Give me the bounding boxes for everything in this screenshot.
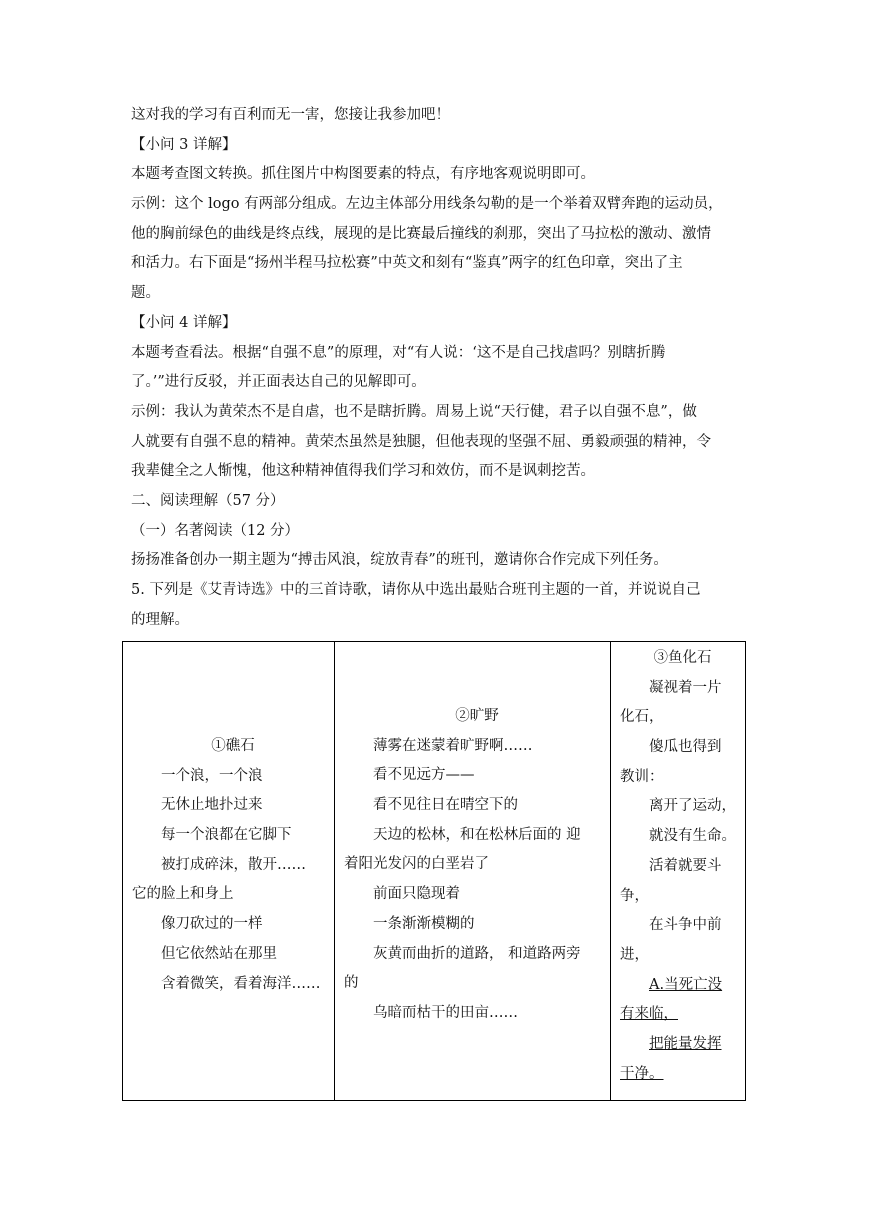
poem-line: 看不见往日在晴空下的 (373, 797, 518, 814)
poem-line: 的 (344, 975, 359, 992)
text-line: 扬扬准备创办一期主题为“搏击风浪，绽放青春”的班刊，邀请你合作完成下列任务。 (131, 552, 668, 569)
text-line: 这对我的学习有百利而无一害，您接让我参加吧！ (131, 107, 450, 123)
poem-cell-jiaoshi (123, 642, 335, 1101)
text-line: 示例：我认为黄荣杰不是自虐，也不是瞎折腾。周易上说“天行健，君子以自强不息”，做 (131, 403, 697, 420)
poem-line: 含着微笑，看着海洋…… (161, 975, 321, 992)
underlined-text: 有来临， (620, 1006, 678, 1023)
poem-line: 教训： (620, 768, 664, 785)
text-line: 了。’”进行反驳，并正面表达自己的见解即可。 (131, 374, 426, 391)
poem-line: 活着就要斗 (649, 857, 722, 874)
text-line: 和活力。右下面是“扬州半程马拉松赛”中英文和刻有“鉴真”两字的红色印章，突出了主 (131, 255, 683, 272)
subquestion-4-heading: 【小问 4 详解】 (131, 314, 237, 331)
answer-text-block (131, 101, 741, 635)
underlined-text: A.当死亡没 (649, 976, 723, 993)
underlined-text: 把能量发挥 (649, 1035, 722, 1052)
poem-line: 就没有生命。 (649, 828, 736, 845)
poem-table (122, 641, 746, 1101)
text-line: 本题考查图文转换。抓住图片中构图要素的特点，有序地客观说明即可。 (131, 166, 595, 183)
poem-title: ①礁石 (211, 738, 255, 754)
subsection-heading: （一）名著阅读（12 分） (131, 522, 300, 539)
poem-line: 乌暗而枯干的田亩…… (373, 1004, 518, 1021)
poem-line-underlined (620, 1000, 745, 1030)
poem-line: 看不见远方—— (373, 767, 475, 784)
poem-line: 它的脸上和身上 (132, 886, 234, 903)
poem-line: 天边的松林，和在松林后面的 迎 (373, 826, 581, 843)
text-line: 本题考查看法。根据“自强不息”的原理，对“有人说：‘这不是自己找虐吗？别瞎折腾 (131, 344, 666, 361)
text-line: 题。 (131, 285, 160, 302)
question-5-text: 5. 下列是《艾青诗选》中的三首诗歌，请你从中选出最贴合班刊主题的一首，并说说自己 (131, 582, 701, 598)
poem-title: ②旷野 (455, 708, 499, 724)
text-line: 示例：这个 logo 有两部分组成。左边主体部分用线条勾勒的是一个举着双臂奔跑的运动员， (131, 196, 723, 213)
underlined-text: 干净。 (620, 1065, 664, 1082)
poem-line: 薄雾在迷蒙着旷野啊…… (373, 737, 533, 754)
poem-line: 每一个浪都在它脚下 (161, 827, 292, 844)
poem-line: 着阳光发闪的白垩岩了 (344, 856, 489, 873)
poem-line: 一条渐渐模糊的 (373, 915, 475, 932)
text-line: 我辈健全之人惭愧，他这种精神值得我们学习和效仿，而不是讽刺挖苦。 (131, 463, 595, 480)
poem-line: 凝视着一片 (649, 679, 722, 696)
section-heading: 二、阅读理解（57 分） (131, 492, 285, 509)
poem-cell-yuhuashi (611, 642, 746, 1101)
poem-line: 像刀砍过的一样 (161, 916, 263, 933)
poem-line-underlined (620, 971, 745, 1001)
poem-line: 无休止地扑过来 (161, 797, 263, 814)
poem-line: 进， (620, 946, 649, 963)
poem-line-underlined (620, 1060, 745, 1090)
poem-cell-kuangye (335, 642, 611, 1101)
poem-line: 在斗争中前 (649, 917, 722, 934)
poem-line: 前面只隐现着 (373, 886, 460, 903)
poem-line: 被打成碎沫，散开…… (161, 856, 306, 873)
text-line: 他的胸前绿色的曲线是终点线，展现的是比赛最后撞线的刹那，突出了马拉松的激动、激情 (131, 225, 711, 242)
poem-title: ③鱼化石 (653, 650, 712, 666)
poem-line-underlined (620, 1030, 745, 1060)
poem-line: 一个浪，一个浪 (161, 767, 263, 784)
poem-line: 争， (620, 887, 649, 904)
text-line: 人就要有自强不息的精神。黄荣杰虽然是独腿，但他表现的坚强不屈、勇毅顽强的精神，令 (131, 433, 711, 450)
poem-line: 化石， (620, 709, 664, 726)
poem-line: 但它依然站在那里 (161, 945, 277, 962)
poem-line: 离开了运动， (649, 798, 736, 815)
subquestion-3-heading: 【小问 3 详解】 (131, 136, 237, 153)
poem-line: 灰黄而曲折的道路， 和道路两旁 (373, 945, 581, 962)
question-5-text: 的理解。 (131, 611, 189, 628)
poem-line: 傻瓜也得到 (649, 739, 722, 756)
